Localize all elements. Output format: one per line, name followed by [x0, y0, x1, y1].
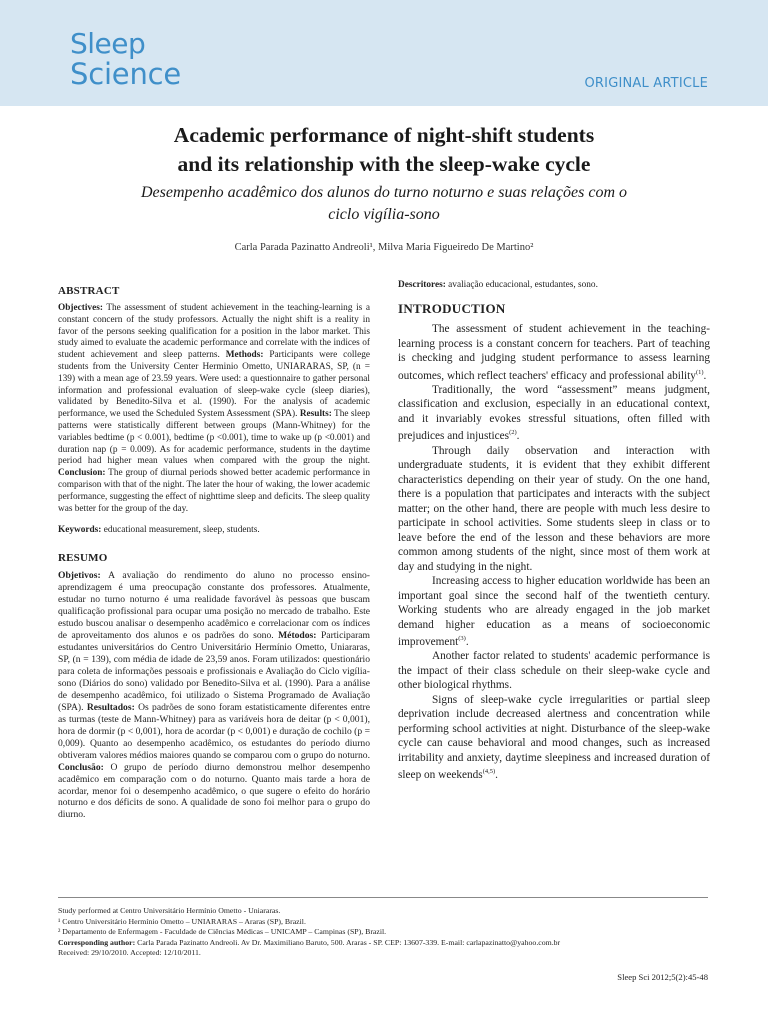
corr-label: Corresponding author:	[58, 937, 136, 947]
author-list: Carla Parada Pazinatto Andreoli¹, Milva Maria Figueiredo De Martino²	[234, 242, 534, 253]
citation-ref: (3)	[458, 635, 466, 643]
period: .	[495, 769, 498, 782]
resumo-conclusao-label: Conclusão:	[58, 761, 104, 773]
introduction-heading: INTRODUCTION	[398, 301, 506, 316]
abstract-heading: ABSTRACT	[58, 285, 120, 297]
footnote-dates: Received: 29/10/2010. Accepted: 12/10/2011.	[58, 948, 201, 958]
keywords-line	[58, 524, 370, 536]
corr-text: Carla Parada Pazinatto Andreoli. Av Dr. Maximiliano Baruto, 500. Araras - SP. CEP: 13607-339. E-mail: carlapazinatto@yahoo.com.br	[135, 937, 561, 947]
period: .	[703, 369, 707, 382]
resumo-metodos: Participaram estudantes universitários do Centro Universitário Hermínio Ometto, Uniararas, SP, (n = 139), com média de idade de 23,59 anos. Foram utilizados: questionário para coleta de informações pessoais e profissionais e Avaliação do Ciclo vigília-sono (Diários do sono) validado por Benedito-Silva et al. (1990). Para a análise de desempenho acadêmico, foi utilizado o Sistema Programado de Avaliação (SPA).	[58, 630, 370, 713]
footnote-affiliation-2: ² Departamento de Enfermagem - Faculdade de Ciências Médicas – UNICAMP – Campinas (SP), Brazil.	[58, 927, 387, 937]
intro-paragraph-1	[398, 322, 710, 383]
footnotes	[58, 897, 708, 959]
resumo-conclusao: O grupo de período diurno demonstrou melhor desempenho acadêmico em comparação com o do noturno. Quanto mais tarde a hora de acordar, menor foi o desempenho acadêmico, o que sugere o efeito do horário noturno e dos déficits de sono. A qualidade de sono foi melhor para o grupo do diurno.	[58, 761, 370, 821]
abstract-objectives: The assessment of student achievement in the teaching-learning is a constant concern of the study professors. Actually the night shift is a reality in favor of the persons seeking qualification for a position in the labor market. This study aimed to evaluate the academic performance and correlate with the indices of student achievement and sleep patterns.	[58, 303, 370, 361]
resumo-metodos-label: Métodos:	[278, 630, 317, 642]
footnote-affiliation-1: ¹ Centro Universitário Hermínio Ometto – UNIARARAS – Araras (SP), Brazil.	[58, 916, 306, 926]
resumo-objetivos-label: Objetivos:	[58, 570, 101, 582]
descritores-text: avaliação educacional, estudantes, sono.	[445, 280, 598, 290]
citation-ref: (2)	[509, 429, 517, 437]
abstract-methods-label: Methods:	[225, 350, 264, 361]
article-title	[60, 121, 708, 179]
intro-p1-text: The assessment of student achievement in the teaching-learning process is a constant concern for teachers. Part of teaching is checking and judging student performance to assess learning outcomes, which reflect teachers' efficacy and professional ability	[398, 323, 710, 382]
intro-paragraph-5: Another factor related to students' academic performance is the impact of their class schedule on their sleep-wake cycle and other biological rhythms.	[398, 650, 710, 692]
resumo-objetivos: A avaliação do rendimento do aluno no processo ensino-aprendizagem é uma preocupação constante dos professores. Atualmente, estudar no turno noturno é uma realidade favorável às pessoas que buscam qualificação profissional para ocupar uma posição no mercado de trabalho. Este estudo buscou analisar o desempenho acadêmico e correlacionar com os índices de aproveitamento dos alunos e os padrões do sono.	[58, 570, 370, 642]
title-line-2: and its relationship with the sleep-wake cycle	[177, 152, 591, 176]
abstract-objectives-label: Objectives:	[58, 303, 103, 313]
descritores-label: Descritores:	[398, 280, 446, 290]
abstract-conclusion: The group of diurnal periods showed better academic performance in comparison with that of the night. The later the hour of waking, the lower academic performance, suggesting the effect of nighttime sleep and deficits. The sleep quality was better for the group of the day.	[58, 468, 370, 514]
intro-paragraph-4	[398, 574, 710, 649]
intro-p4-text: Increasing access to higher education worldwide has been an important goal since the second half of the twentieth century. Working students who are already engaged in the job market demand higher education as a means of socioeconomic improvement	[398, 575, 710, 648]
footnote-corresponding-author	[58, 938, 708, 949]
descritores-line	[398, 279, 710, 291]
intro-paragraph-6	[398, 693, 710, 783]
logo-line-sleep: Sleep	[70, 27, 146, 60]
article-type-label: ORIGINAL ARTICLE	[584, 76, 708, 91]
resumo-resultados: Os padrões de sono foram estatisticamente diferentes entre as turmas (teste de Mann-Whitney) para as variáveis hora de deitar (p < 0,001), hora de dormir (p < 0,001), hora de acordar (p < 0,001) e duração de cochilo (p = 0,009). Quanto ao desempenho acadêmico, os estudantes do período diurno obtiveram valores médios maiores quando se comparou com o grupo do noturno.	[58, 701, 370, 761]
citation-ref: (4,5)	[482, 768, 496, 776]
subtitle-line-1: Desempenho acadêmico dos alunos do turno noturno e suas relações com o	[140, 184, 627, 201]
resumo-resultados-label: Resultados:	[86, 701, 135, 713]
journal-logo	[70, 28, 181, 90]
period: .	[465, 635, 469, 648]
keywords-text: educational measurement, sleep, students.	[101, 525, 260, 536]
resumo-heading: RESUMO	[58, 552, 108, 565]
citation-ref: (1)	[695, 368, 704, 376]
journal-header	[0, 0, 768, 106]
right-column	[398, 275, 710, 783]
keywords-label: Keywords:	[58, 525, 102, 536]
abstract-results: The sleep patterns were statistically different between groups (Mann-Whitney) for the variables bedtime (p < 0.001), bedtime (p <0.001), time to wake up (p <0.001) and duration nap (p = 0.009). As for academic performance, students in the daytime period had higher mean values when compared with the group the night.	[58, 409, 370, 467]
title-line-1: Academic performance of night-shift students	[173, 123, 595, 147]
logo-line-science: Science	[70, 57, 182, 91]
subtitle-line-2: ciclo vigília-sono	[328, 206, 440, 223]
intro-p2-text: Traditionally, the word “assessment” means judgment, classification and exclusion, especially in an educational context, and it invariably evokes stressful situations, often filled with prejudices and injustices	[398, 383, 710, 443]
abstract-results-label: Results:	[299, 409, 332, 420]
resumo-text	[58, 570, 370, 821]
abstract-text	[58, 303, 370, 515]
journal-citation: Sleep Sci 2012;5(2):45-48	[617, 972, 708, 982]
left-column	[58, 285, 370, 821]
intro-paragraph-2	[398, 383, 710, 444]
period: .	[516, 430, 520, 443]
article-subtitle	[60, 182, 708, 226]
footnote-study-site: Study performed at Centro Universitário Hermínio Ometto - Uniararas.	[58, 906, 281, 915]
intro-p6-text: Signs of sleep-wake cycle irregularities or partial sleep deprivation include decreased alertness and concentration while performing school activities at night. Disturbance of the sleep-wake cycle can cause behavioral and mood changes, such as increased irritability and anxiety, daytime sleepiness and increased duration of sleep on weekends	[398, 693, 710, 782]
abstract-conclusion-label: Conclusion:	[58, 468, 106, 479]
intro-paragraph-3: Through daily observation and interaction with undergraduate students, it is evident that they exhibit different characteristics depending on their year of study. On the one hand, there is a population that participates and interacts with the subject matter; on the other hand, there are people with much less desire to participate in school activities. Some students sleep in class or to leave before the end of the lesson and these behaviors are more common among students of the night, since most of them work at day and studying in the night.	[398, 444, 710, 573]
abstract-methods: Participants were college students from the University Center Herminio Ometto, UNIARARAS, SP, (n = 139) with a mean age of 23.59 years. Were used: a questionnaire to gather personal information and professional evaluation of sleep-wake cycle (sleep diaries), validated by Benedito-Silva et al. (1990). For the analysis of academic performance, we used the Scheduled System Assessment (SPA).	[58, 350, 371, 420]
